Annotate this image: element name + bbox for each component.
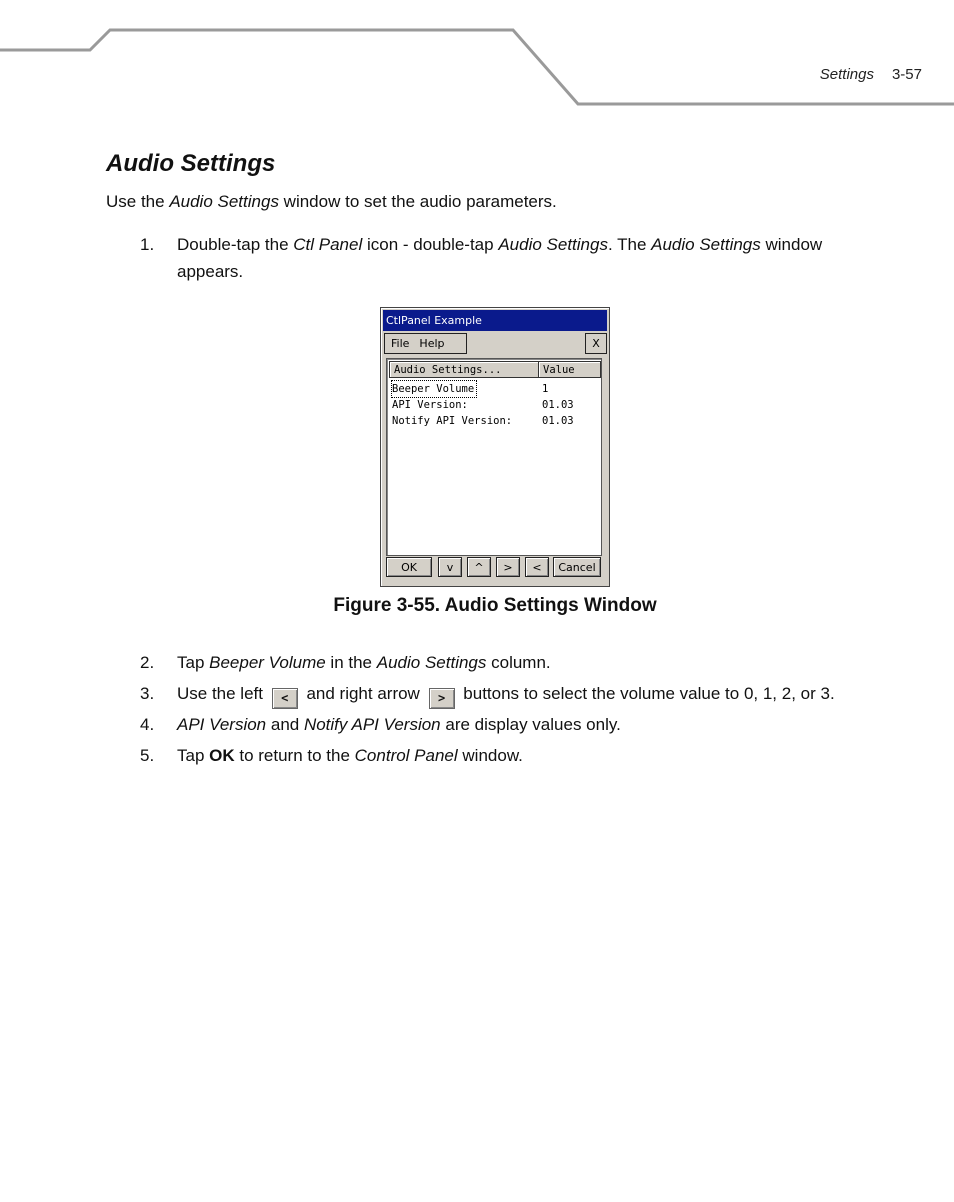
settings-list [386,358,602,556]
page-number: 3-57 [891,66,922,83]
intro-paragraph: Use the Audio Settings window to set the audio parameters. [106,192,557,211]
step-2: 2. Tap Beeper Volume in the Audio Settings column. [140,653,551,672]
window-titlebar: CtlPanel Example [383,310,607,331]
button-bar [386,557,602,579]
left-arrow-icon: < [272,688,298,709]
running-head [820,66,922,83]
ctlpanel-window [380,307,610,587]
cancel-button[interactable]: Cancel [553,557,601,577]
left-arrow-button[interactable]: < [525,557,549,577]
close-button[interactable]: X [585,333,607,354]
step-5: 5. Tap OK to return to the Control Panel window. [140,746,523,765]
down-button[interactable]: v [438,557,462,577]
right-arrow-button[interactable]: > [496,557,520,577]
column-header-value[interactable]: Value [538,361,601,378]
right-arrow-icon: > [429,688,455,709]
menu-help[interactable]: Help [419,337,445,350]
header-rule-decoration [0,0,954,110]
step-3: 3. Use the left < and right arrow > buttons to select the volume value to 0, 1, 2, or 3. [140,680,880,709]
up-button[interactable]: ^ [467,557,491,577]
step-4: 4. API Version and Notify API Version are display values only. [140,715,621,734]
step-1: 1. Double-tap the Ctl Panel icon - double-tap Audio Settings. The Audio Settings window appears. [140,235,823,281]
ok-button[interactable]: OK [386,557,432,577]
list-row-notify-api-version[interactable]: Notify API Version: 01.03 [392,415,574,427]
menubar [384,333,467,354]
figure-caption: Figure 3-55. Audio Settings Window [333,595,657,616]
section-title: Audio Settings [106,150,276,177]
list-row-beeper-volume[interactable]: Beeper Volume 1 [392,383,549,395]
menu-file[interactable]: File [391,337,410,350]
running-head-section: Settings [819,66,874,83]
list-row-api-version[interactable]: API Version: 01.03 [392,399,574,411]
column-header-settings[interactable]: Audio Settings... [389,361,539,378]
